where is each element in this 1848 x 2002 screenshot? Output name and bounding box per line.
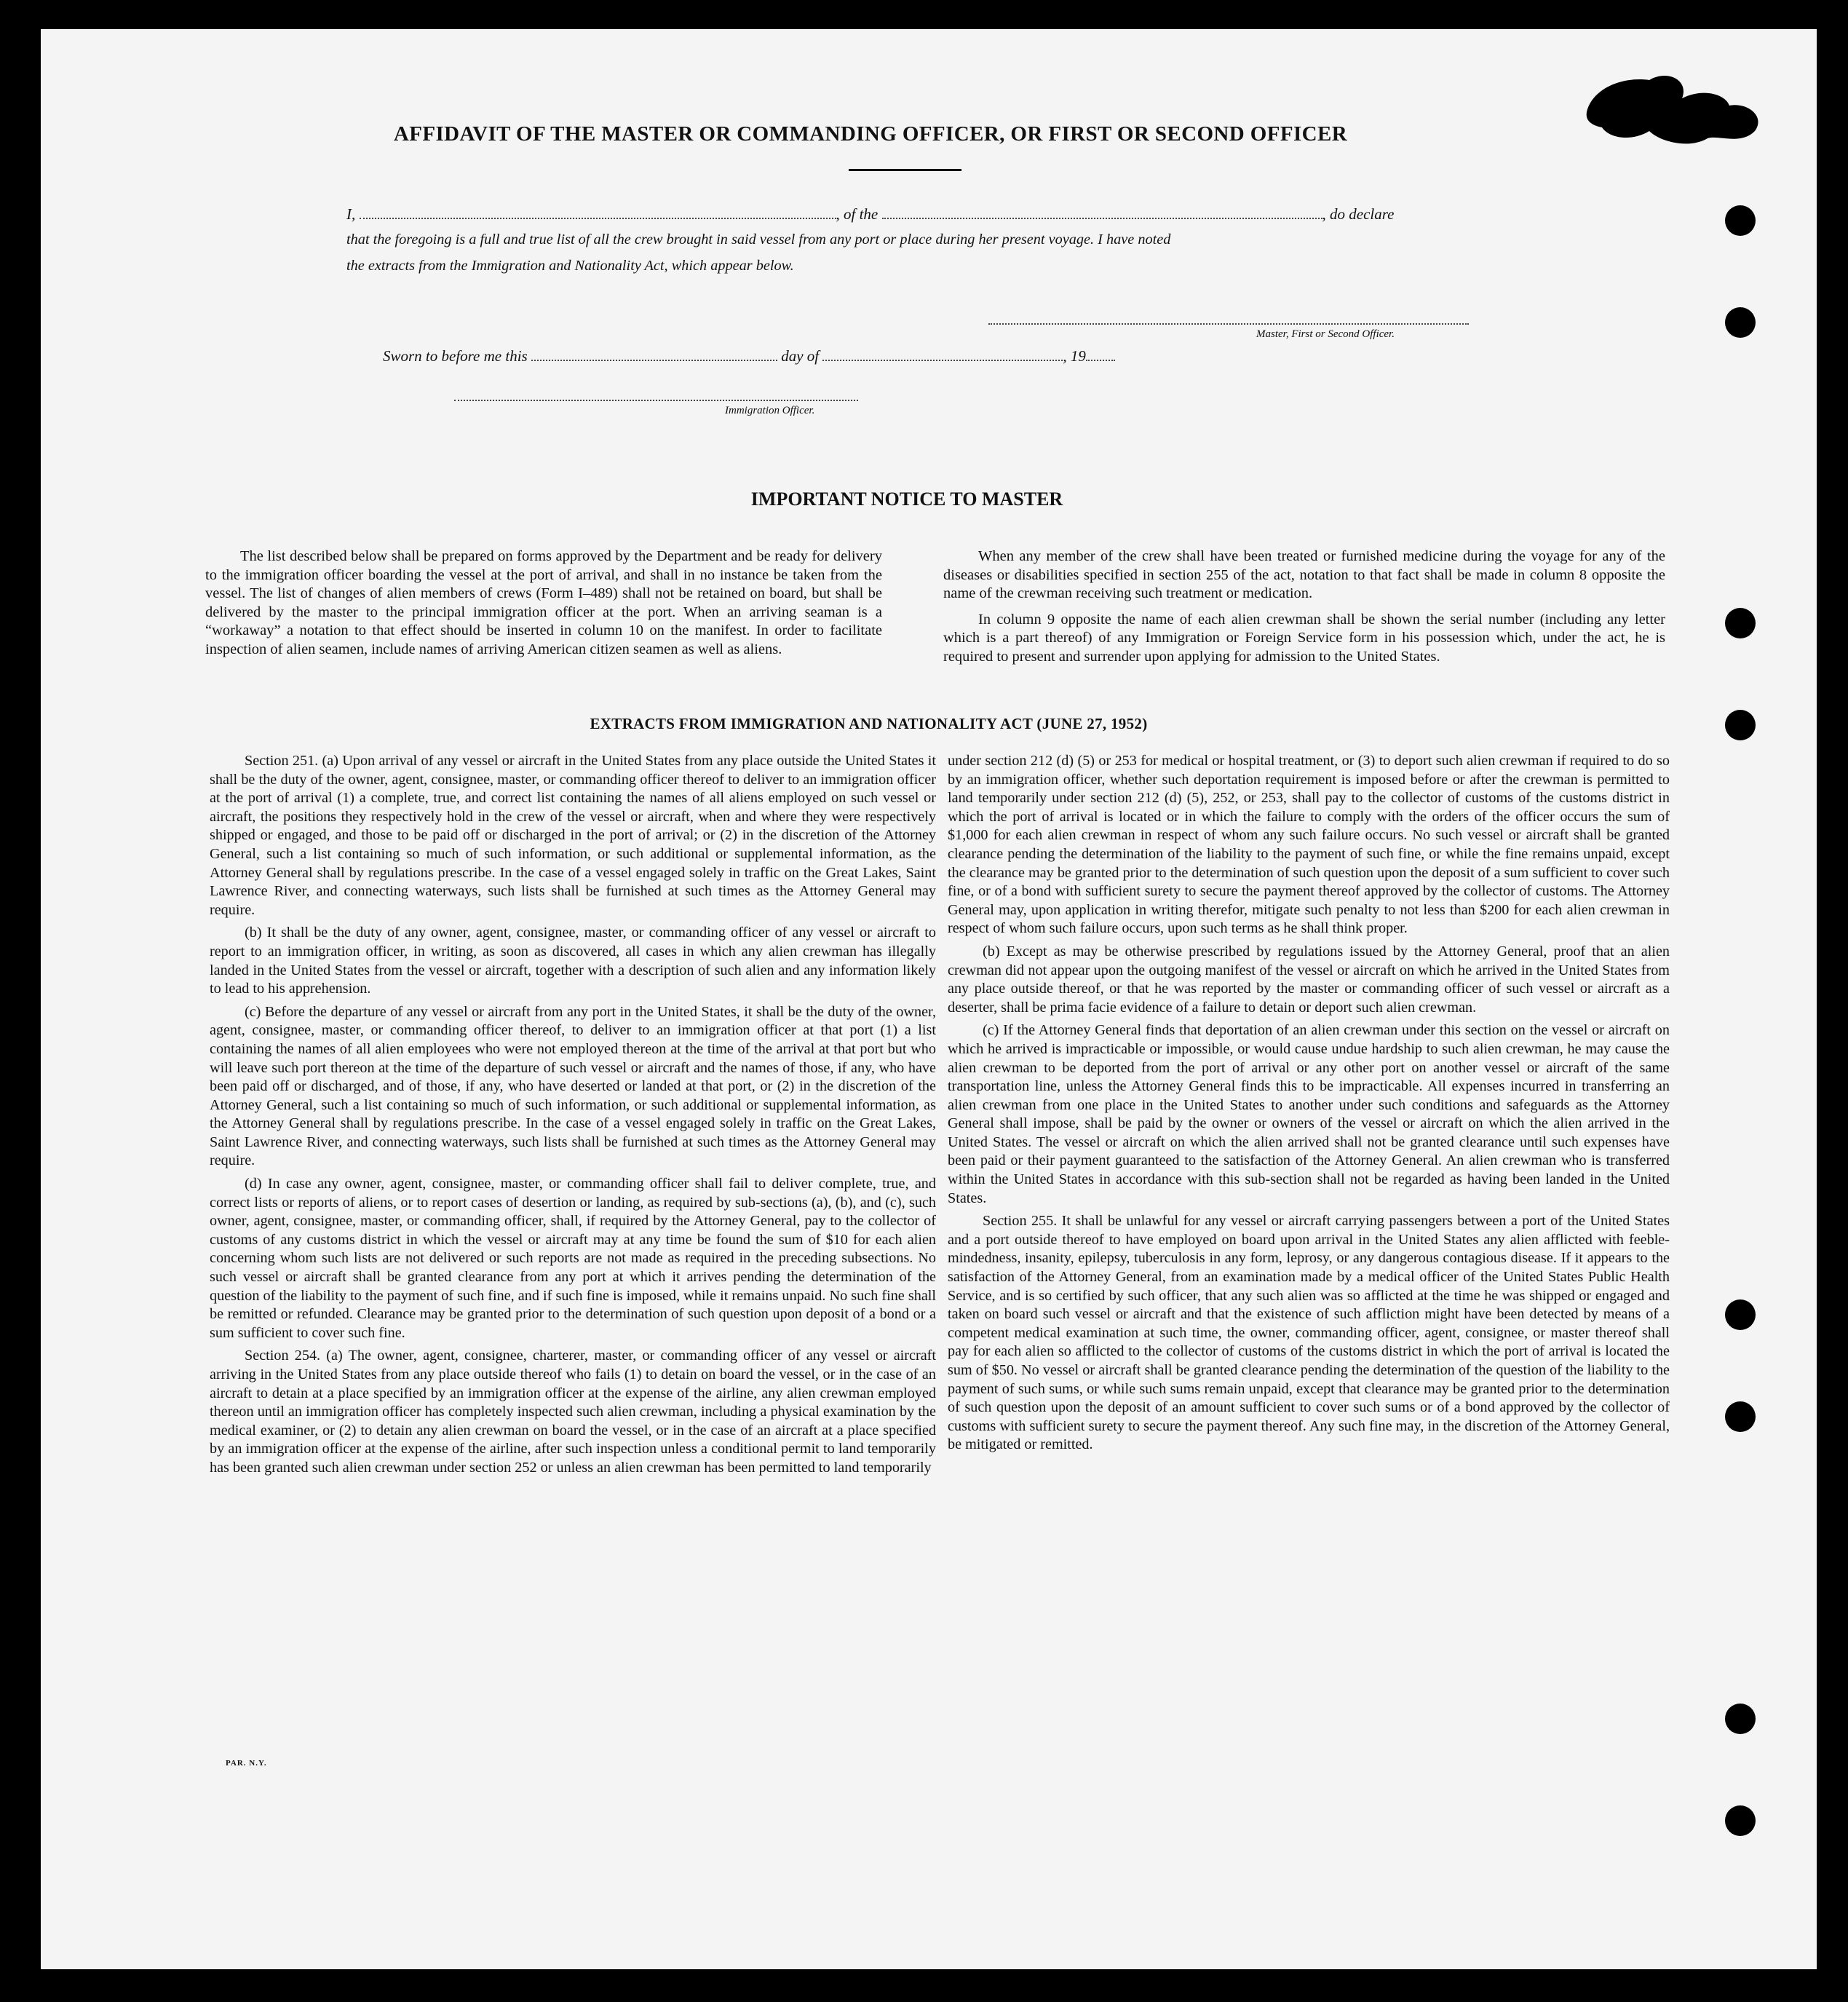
section-254-c: (c) If the Attorney General finds that deportation of an alien crewman under this section on the vessel or aircraft on which he arrived is impracticable or impossible, or would cause undue hardship to such alien crewman, he may cause the alien crewman to be deported from the port of arrival or any other port on another vessel or aircraft of the same transportation line, unless the Attorney General finds this to be impracticable. All expenses incurred in transferring an alien crewman from one place in the United States to another under such conditions and safeguards as the Attorney General shall impose, shall be paid by the owner or owners of the vessel or aircraft on which the alien arrived in the United States. The vessel or aircraft on which the alien arrived shall not be granted clearance until such expenses have been paid or their payment guaranteed to the satisfaction of the Attorney General. An alien crewman who is transferred within the United States in accordance with this sub-section shall not be regarded as having been landed in the United States. <box>948 1022 1670 1206</box>
section-251-a: Section 251. (a) Upon arrival of any vessel or aircraft in the United States from any place outside the United States it shall be the duty of the owner, agent, consignee, master, or commanding officer thereof to deliver to an immigration officer at the port of arrival (1) a complete, true, and correct list containing the names of all aliens employed on such vessel or aircraft, the positions they respectively hold in the crew of the vessel or aircraft, when and where they were respectively shipped or engaged, and those to be paid off or discharged in the port of arrival; or (2) in the discretion of the Attorney General, such a list containing so much of such information, or such additional or supplemental information, as the Attorney General shall by regulations prescribe. In the case of a vessel engaged solely in traffic on the Great Lakes, Saint Lawrence River, and connecting waterways, such lists shall be furnished at such times as the Attorney General may require. <box>210 753 936 918</box>
section-251-c: (c) Before the departure of any vessel or aircraft from any port in the United States, it shall be the duty of the owner, agent, consignee, master, or commanding officer thereof, to deliver to an immigration officer at that port (1) a list containing the names of all alien employees who were not employed thereon at the time of the arrival at that port but who will leave such port thereon at the time of the departure of such vessel or aircraft and the names of those, if any, who have been paid off or discharged, and of those, if any, who have deserted or landed at that port, or (2) in the discretion of the Attorney General, such a list containing so much of such information, or such additional or supplemental information, as the Attorney General shall by regulations prescribe. In the case of a vessel engaged solely in traffic on the Great Lakes, Saint Lawrence River, and connecting waterways, such lists shall be furnished at such times as the Attorney General may require. <box>210 1003 936 1169</box>
of-the-label: , of the <box>836 205 879 223</box>
punch-hole <box>1725 1704 1756 1734</box>
punch-hole <box>1725 1401 1756 1432</box>
declarant-line <box>346 205 1394 223</box>
officer-caption: Immigration Officer. <box>725 405 815 416</box>
sworn-line <box>383 347 1115 365</box>
title-rule <box>849 169 961 171</box>
punch-hole <box>1725 1805 1756 1836</box>
punch-hole <box>1725 710 1756 740</box>
sworn-day-field[interactable] <box>531 355 777 361</box>
punch-hole <box>1725 608 1756 638</box>
punch-hole <box>1725 205 1756 236</box>
punch-hole <box>1725 307 1756 338</box>
do-declare-label: , do declare <box>1322 205 1395 223</box>
section-251-b: (b) It shall be the duty of any owner, agent, consignee, master, or commanding officer of any vessel or aircraft to report to an immigration officer, in writing, as soon as discovered, all cases in which any alien crewman has illegally landed in the United States from the vessel or aircraft, together with a description of such alien and any information likely to lead to his apprehension. <box>210 925 936 997</box>
master-caption: Master, First or Second Officer. <box>1256 328 1395 340</box>
extracts-left-column <box>210 752 936 1478</box>
form-page <box>41 29 1817 1969</box>
sworn-month-field[interactable] <box>822 355 1063 361</box>
printer-imprint: PAR. N.Y. <box>226 1759 267 1768</box>
section-251-d: (d) In case any owner, agent, consignee, master, or commanding officer shall fail to deliver complete, true, and correct lists or reports of aliens, or to report cases of desertion or landing, as required by sub-sections (a), (b), and (c), such owner, agent, consignee, master, or commanding officer, shall, if required by the Attorney General, pay to the collector of customs of any customs district in which the vessel or aircraft may at any time be found the sum of $10 for each alien concerning whom such lists are not delivered or such reports are not made as required in the preceding subsections. No such vessel or aircraft shall be granted clearance from any port at which it arrives pending the determination of the question of the liability to the payment of such fine, and if such fine is imposed, while it remains unpaid. No such fine shall be remitted or refunded. Clearance may be granted prior to the determination of such question upon deposit of a bond or a sum sufficient to cover such fine. <box>210 1176 936 1341</box>
extracts-right-column <box>948 752 1670 1455</box>
notice-left <box>205 547 882 659</box>
day-of-label: day of <box>781 347 820 365</box>
notice-right-paragraph-2: In column 9 opposite the name of each alien crewman shall be shown the serial number (including any letter which is a part thereof) of any Immigration or Foreign Service form in his possession which, under the act, he is required to present and surrender upon applying for admission to the United States. <box>943 611 1665 665</box>
vessel-field[interactable] <box>882 213 1322 219</box>
extracts-title: EXTRACTS FROM IMMIGRATION AND NATIONALITY ACT (JUNE 27, 1952) <box>590 715 1148 732</box>
master-signature-line[interactable] <box>988 323 1469 325</box>
year-label: , 19 <box>1063 347 1086 365</box>
notice-right-paragraph-1: When any member of the crew shall have been treated or furnished medicine during the voyage for any of the diseases or disabilities specified in section 255 of the act, notation to that fact shall be made in column 8 opposite the name of the crewman receiving such treatment or medication. <box>943 548 1665 601</box>
section-254-b: (b) Except as may be otherwise prescribed by regulations issued by the Attorney General, proof that an alien crewman did not appear upon the outgoing manifest of the vessel or aircraft on which he arrived in the United States from any place outside thereof, or that he was reported by the master or commanding officer of such vessel or aircraft as a deserter, shall be prima facie evidence of a failure to detain or deport such alien crewman. <box>948 943 1670 1016</box>
sworn-year-field[interactable] <box>1086 355 1115 361</box>
officer-signature-line[interactable] <box>454 400 858 401</box>
notice-title: IMPORTANT NOTICE TO MASTER <box>750 488 1063 510</box>
section-254-a: Section 254. (a) The owner, agent, consignee, charterer, master, or commanding officer of any vessel or aircraft arriving in the United States from any place outside thereof who fails (1) to detain on board the vessel, or in the case of an aircraft to detain at a place specified by an immigration officer at the expense of the airline, any alien crewman employed thereon until an immigration officer has completely inspected such alien crewman, including a physical examination by the medical examiner, or (2) to detain any alien crewman on board the vessel, or in the case of an aircraft at a place specified by an immigration officer at the expense of the airline, after such inspection unless a conditional permit to land temporarily has been granted such alien crewman under section 252 or unless an alien crewman has been permitted to land temporarily <box>210 1348 936 1476</box>
notice-left-paragraph: The list described below shall be prepared on forms approved by the Department and be ready for delivery to the immigration officer boarding the vessel at the port of arrival, and shall in no instance be taken from the vessel. The list of changes of alien members of crews (Form I–489) shall not be retained on board, but shall be delivered by the master to the principal immigration officer at the port. When an arriving seaman is a “workaway” a notation to that effect should be inserted in column 10 on the manifest. In order to facilitate inspection of alien seamen, include names of arriving American citizen seamen as well as aliens. <box>205 548 882 657</box>
name-field[interactable] <box>360 213 836 219</box>
declaration-line-1: that the foregoing is a full and true list of all the crew brought in said vessel from any port or place during her present voyage. I have noted <box>346 232 1171 248</box>
declaration-line-2: the extracts from the Immigration and Nationality Act, which appear below. <box>346 258 794 274</box>
punch-hole <box>1725 1299 1756 1330</box>
section-254-a-continued: under section 212 (d) (5) or 253 for medical or hospital treatment, or (3) to deport such alien crewman if required to do so by an immigration officer, whether such deportation requirement is imposed before or after the crewman is permitted to land temporarily under section 212 (d) (5), 252, or 253, shall pay to the collector of customs of the customs district in which the port of arrival is located or in which the failure to comply with the orders of the officer occurs the sum of $1,000 for each alien crewman in respect of whom any such failure occurs. No such vessel or aircraft shall be granted clearance pending the determination of the liability to the payment of such fine, or while the fine remains unpaid, except the clearance may be granted prior to the determination of such question upon the deposit of a sum sufficient to cover such fine, or of a bond with sufficient surety to secure the payment thereof approved by the collector of customs. The Attorney General may, upon application in writing therefor, mitigate such penalty to not less than $200 for each alien crewman in respect of whom such failure occurs, upon such terms as he shall think proper. <box>948 753 1670 937</box>
notice-right <box>943 547 1665 666</box>
sworn-label: Sworn to before me this <box>383 347 528 365</box>
affidavit-title: AFFIDAVIT OF THE MASTER OR COMMANDING OFFICER, OR FIRST OR SECOND OFFICER <box>393 122 1348 146</box>
section-255: Section 255. It shall be unlawful for any vessel or aircraft carrying passengers between a port of the United States and a port outside thereof to have employed on board upon arrival in the United States any alien afflicted with feeble-mindedness, insanity, epilepsy, tuberculosis in any form, leprosy, or any dangerous contagious disease. If it appears to the satisfaction of the Attorney General, from an examination made by a medical officer of the United States Public Health Service, and is so certified by such officer, that any such alien was so afflicted at the time he was shipped or engaged and taken on board such vessel or aircraft and that the existence of such affliction might have been detected by means of a competent medical examination at such time, the owner, commanding officer, agent, consignee, or master thereof shall pay for each alien so afflicted to the collector of customs of the customs district in which the port of arrival is located the sum of $50. No vessel or aircraft shall be granted clearance pending the determination of the question of the liability to the payment of such sums, or while such sums remain unpaid, except that clearance may be granted prior to the determination of such question upon the deposit of an amount sufficient to cover such sums or of a bond approved by the collector of customs with sufficient surety to secure the payment thereof. Any such fine may, in the discretion of the Attorney General, be mitigated or remitted. <box>948 1213 1670 1453</box>
i-label: I, <box>346 205 356 223</box>
